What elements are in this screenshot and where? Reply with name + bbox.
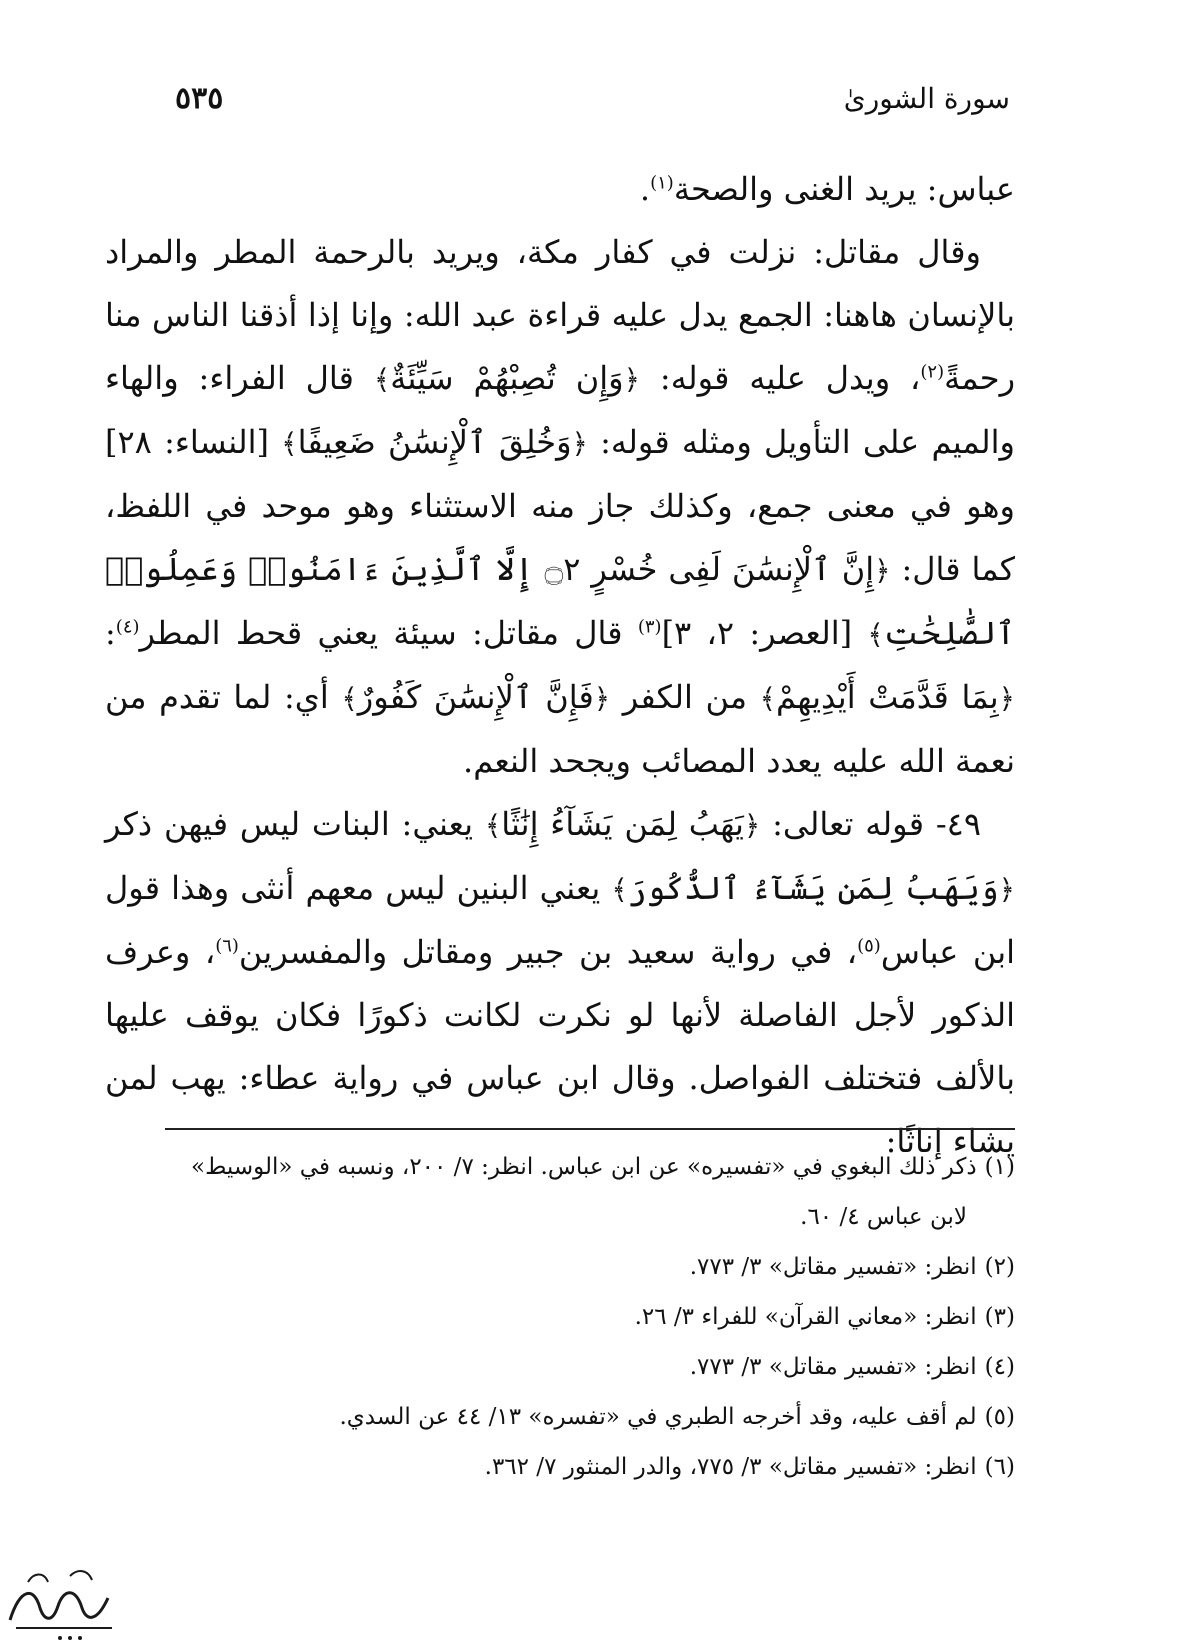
footnote-text: لابن عباس ٤/ ٦٠. bbox=[800, 1204, 967, 1230]
publisher-logo-icon bbox=[0, 1558, 122, 1646]
quran-verse: وَخُلِقَ ٱلْإِنسَٰنُ ضَعِيفًا bbox=[297, 423, 572, 461]
ayah-marker-icon: ۝٢ bbox=[544, 550, 581, 588]
paragraph-2-part-3: قال الفراء: والهاء والميم على التأويل ومثله قوله: bbox=[105, 359, 1015, 461]
footnote-text: انظر: «تفسير مقاتل» ٣/ ٧٧٣. bbox=[689, 1254, 977, 1280]
footnote-3 bbox=[155, 1292, 1015, 1342]
paragraph-2-part-2: ، ويدل عليه قوله: bbox=[640, 359, 921, 397]
footnote-number: (٤) bbox=[984, 1354, 1015, 1380]
verse-close-bracket: ﴾ bbox=[867, 618, 884, 651]
paragraph-3-part-5: ، وعرف الذكور لأجل الفاصلة لأنها لو نكرت لكانت ذكورًا فكان يوقف عليها بالألف فتختلف الفواصل. وقال ابن عباس في رواية عطاء: يهب لمن يشاء إناثًا: bbox=[105, 933, 1016, 1160]
paragraph-3-part-3: يعني البنين ليس معهم أنثى وهذا قول ابن عباس bbox=[105, 869, 1016, 971]
verse-open-bracket: ﴿ bbox=[571, 427, 588, 460]
footnote-ref-4: (٤) bbox=[115, 616, 140, 638]
footnote-ref-6: (٦) bbox=[215, 935, 239, 957]
paragraph-1-end: . bbox=[639, 170, 651, 208]
quran-verse: وَيَهَبُ لِمَن يَشَآءُ ٱلذُّكُورَ bbox=[627, 869, 999, 907]
paragraph-2-part-6: قال مقاتل: سيئة يعني قحط المطر bbox=[139, 614, 638, 652]
verse-open-bracket: ﴿ bbox=[874, 554, 891, 587]
quran-verse: فَإِنَّ ٱلْإِنسَٰنَ كَفُورٌ bbox=[357, 678, 594, 716]
verse-close-bracket: ﴾ bbox=[281, 427, 298, 460]
quran-verse: إِلَّا ٱلَّذِينَ ءَامَنُوا۟ وَعَمِلُوا۟ ٱلصَّٰلِحَٰتِ bbox=[105, 550, 1015, 652]
quran-verse: بِمَا قَدَّمَتْ أَيْدِيهِمْ bbox=[776, 678, 999, 716]
footnote-number: (٥) bbox=[984, 1404, 1015, 1430]
paragraph-1-text: عباس: يريد الغنى والصحة bbox=[673, 170, 1015, 208]
footnote-number: (١) bbox=[984, 1154, 1015, 1180]
footnote-ref-2: (٢) bbox=[920, 361, 945, 383]
verse-close-bracket: ﴾ bbox=[484, 809, 502, 842]
surah-title: سورة الشورىٰ bbox=[843, 81, 1010, 115]
verse-close-bracket: ﴾ bbox=[611, 873, 628, 906]
footnote-1-continuation bbox=[155, 1192, 1015, 1242]
paragraph-2-part-8: من الكفر bbox=[610, 678, 760, 716]
main-text bbox=[105, 158, 1015, 1173]
paragraph-3 bbox=[105, 793, 1015, 1173]
footnotes bbox=[155, 1142, 1015, 1492]
footnote-1 bbox=[155, 1142, 1015, 1192]
footnote-ref-1: (١) bbox=[650, 172, 674, 194]
page-number: ٥٣٥ bbox=[175, 80, 224, 116]
paragraph-2-part-5: [العصر: ٢، ٣] bbox=[661, 614, 868, 652]
footnote-5 bbox=[155, 1392, 1015, 1442]
paragraph-2 bbox=[105, 221, 1015, 793]
paragraph-1 bbox=[105, 158, 1015, 221]
paragraph-2-part-7: : bbox=[105, 614, 116, 652]
verse-open-bracket: ﴿ bbox=[743, 809, 761, 842]
verse-open-bracket: ﴿ bbox=[998, 682, 1016, 715]
verse-close-bracket: ﴾ bbox=[373, 363, 391, 396]
footnote-divider bbox=[165, 1128, 1015, 1130]
verse-close-bracket: ﴾ bbox=[759, 682, 777, 715]
footnote-text: لم أقف عليه، وقد أخرجه الطبري في «تفسره» ١٣/ ٤٤ عن السدي. bbox=[339, 1404, 977, 1430]
footnote-number: (٣) bbox=[984, 1304, 1015, 1330]
footnote-4 bbox=[155, 1342, 1015, 1392]
footnote-text: انظر: «تفسير مقاتل» ٣/ ٧٧٣. bbox=[689, 1354, 977, 1380]
verse-open-bracket: ﴿ bbox=[593, 682, 611, 715]
paragraph-2-part-9: أي: لما تقدم من نعمة الله عليه يعدد المصائب ويجحد النعم. bbox=[105, 678, 1015, 780]
quran-verse: إِنَّ ٱلْإِنسَٰنَ لَفِى خُسْرٍ bbox=[591, 550, 875, 588]
quran-verse: يَهَبُ لِمَن يَشَآءُ إِنَٰثًا bbox=[501, 805, 744, 843]
paragraph-3-part-2: يعني: البنات ليس فيهن ذكر bbox=[105, 805, 485, 843]
footnote-text: انظر: «تفسير مقاتل» ٣/ ٧٧٥، والدر المنثور ٧/ ٣٦٢. bbox=[484, 1454, 977, 1480]
quran-verse: وَإِن تُصِبْهُمْ سَيِّئَةٌ bbox=[390, 359, 624, 397]
publisher-logo-icon bbox=[0, 1558, 122, 1646]
footnote-6 bbox=[155, 1442, 1015, 1492]
footnote-number: (٢) bbox=[984, 1254, 1015, 1280]
footnote-2 bbox=[155, 1242, 1015, 1292]
paragraph-3-part-4: ، في رواية سعيد بن جبير ومقاتل والمفسرين bbox=[238, 933, 858, 971]
verse-open-bracket: ﴿ bbox=[998, 873, 1016, 906]
footnote-ref-3: (٣) bbox=[637, 616, 662, 638]
footnote-text: انظر: «معاني القرآن» للفراء ٣/ ٢٦. bbox=[634, 1304, 977, 1330]
footnote-number: (٦) bbox=[984, 1454, 1015, 1480]
verse-close-bracket: ﴾ bbox=[341, 682, 358, 715]
paragraph-2-part-4: [النساء: ٢٨] وهو في معنى جمع، وكذلك جاز منه الاستثناء وهو موحد في اللفظ، كما قال: bbox=[105, 423, 1016, 588]
verse-open-bracket: ﴿ bbox=[623, 363, 640, 396]
paragraph-3-part-1: ٤٩- قوله تعالى: bbox=[760, 805, 982, 843]
paragraph-2-part-1: وقال مقاتل: نزلت في كفار مكة، ويريد بالرحمة المطر والمراد بالإنسان هاهنا: الجمع يدل عليه قراءة عبد الله: وإنا إذا أذقنا الناس منا رحمةً bbox=[105, 233, 1016, 397]
footnote-text: ذكر ذلك البغوي في «تفسيره» عن ابن عباس. انظر: ٧/ ٢٠٠، ونسبه في «الوسيط» bbox=[191, 1154, 977, 1180]
footnote-ref-5: (٥) bbox=[857, 935, 881, 957]
running-head bbox=[175, 72, 1010, 124]
